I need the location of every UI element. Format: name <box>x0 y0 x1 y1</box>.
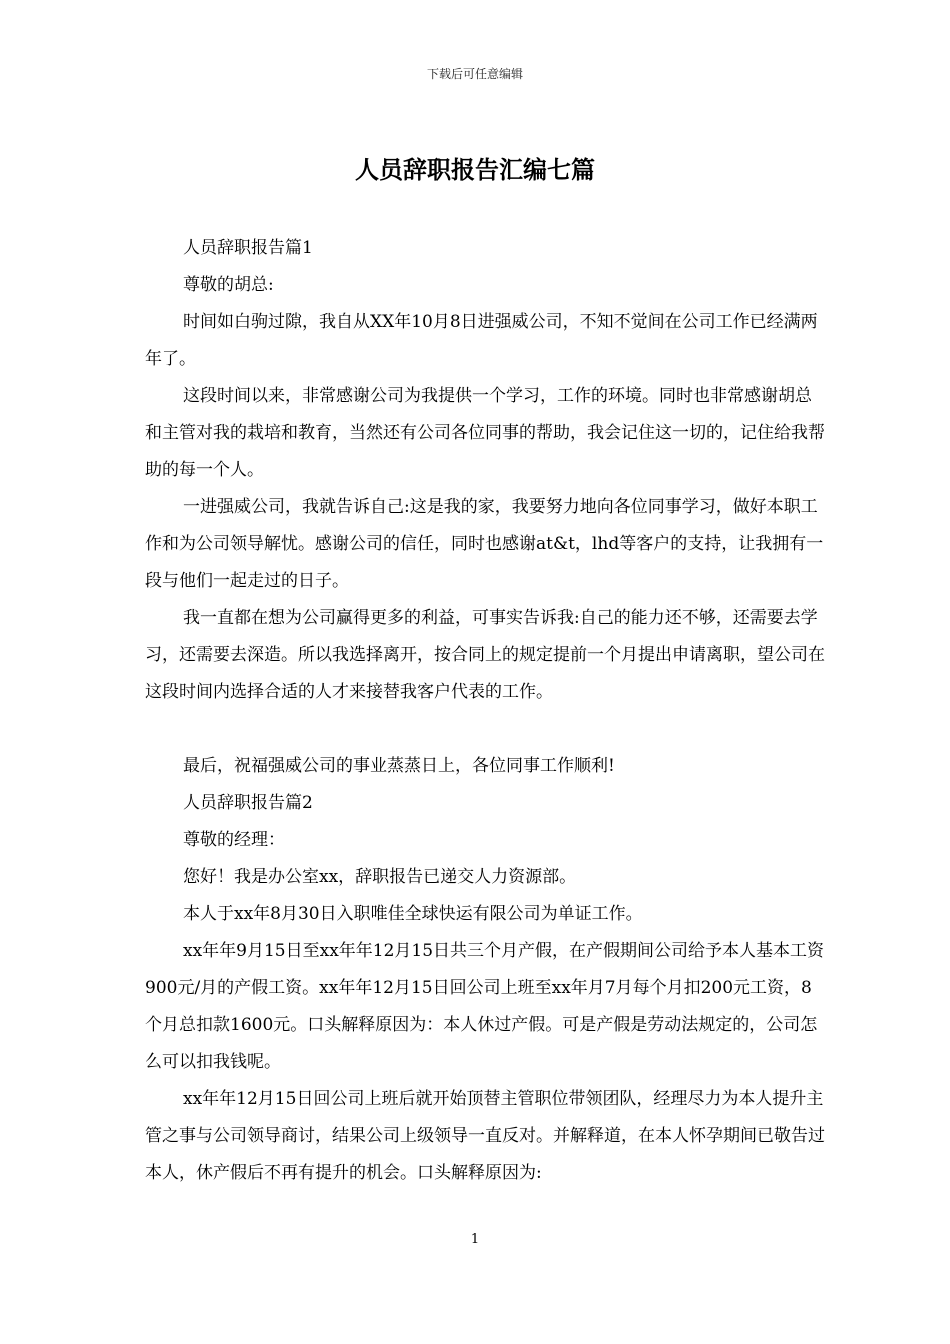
body-paragraph: 时间如白驹过隙，我自从XX年10月8日进强威公司，不知不觉间在公司工作已经满两年了。 <box>145 312 818 369</box>
body-paragraph: xx年年12月15日回公司上班后就开始顶替主管职位带领团队，经理尽力为本人提升主管之事与公司领导商讨，结果公司上级领导一直反对。并解释道，在本人怀孕期间已敬告过本人，休产假后不再有提升的机会。口头解释原因为: <box>145 1089 825 1183</box>
body-paragraph: 本人于xx年8月30日入职唯佳全球快运有限公司为单证工作。 <box>183 904 643 924</box>
body-paragraph: 一进强威公司，我就告诉自己:这是我的家，我要努力地向各位同事学习，做好本职工作和为公司领导解忧。感谢公司的信任，同时也感谢at&t，lhd等客户的支持，让我拥有一段与他们一起走过的日子。 <box>145 497 824 591</box>
body-paragraph: 我一直都在想为公司赢得更多的利益，可事实告诉我:自己的能力还不够，还需要去学习，还需要去深造。所以我选择离开，按合同上的规定提前一个月提出申请离职，望公司在这段时间内选择合适的人才来接替我客户代表的工作。 <box>145 608 825 702</box>
salutation: 尊敬的经理： <box>183 830 285 850</box>
body-paragraph: xx年年9月15日至xx年年12月15日共三个月产假，在产假期间公司给予本人基本工资900元/月的产假工资。xx年年12月15日回公司上班至xx年月7月每个月扣200元工资，8个月总扣款1600元。口头解释原因为：本人休过产假。可是产假是劳动法规定的，公司怎么可以扣我钱呢。 <box>145 941 825 1072</box>
section-heading: 人员辞职报告篇2 <box>183 793 313 813</box>
closing-paragraph: 最后，祝福强威公司的事业蒸蒸日上，各位同事工作顺利! <box>183 756 615 776</box>
body-paragraph: 您好！我是办公室xx，辞职报告已递交人力资源部。 <box>183 867 577 887</box>
document-title: 人员辞职报告汇编七篇 <box>355 155 595 184</box>
page-number: 1 <box>470 1232 480 1247</box>
section-heading: 人员辞职报告篇1 <box>183 238 313 258</box>
document-body <box>145 230 825 1192</box>
page-header: 下载后可任意编辑 <box>426 67 523 81</box>
salutation: 尊敬的胡总: <box>183 275 274 295</box>
body-paragraph: 这段时间以来，非常感谢公司为我提供一个学习，工作的环境。同时也非常感谢胡总和主管对我的栽培和教育，当然还有公司各位同事的帮助，我会记住这一切的，记住给我帮助的每一个人。 <box>145 386 825 480</box>
